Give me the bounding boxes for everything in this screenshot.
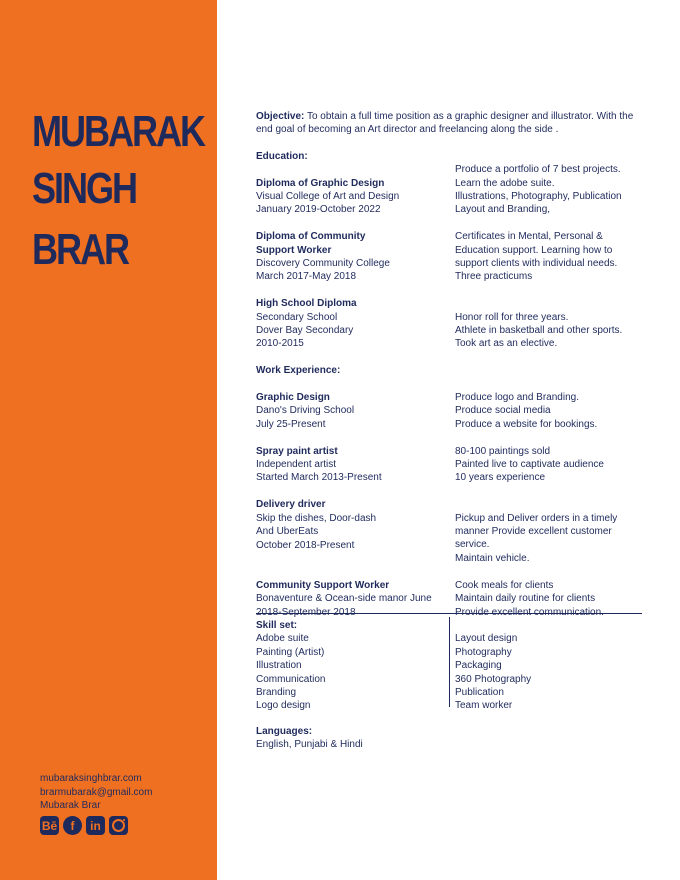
education-title: Diploma of Community bbox=[256, 231, 366, 243]
website-link[interactable]: mubaraksinghbrar.com bbox=[40, 773, 142, 784]
instagram-icon[interactable] bbox=[109, 816, 128, 835]
skill-item: Illustration bbox=[256, 660, 302, 672]
education-item bbox=[256, 163, 641, 217]
education-detail: Education support. Learning how to bbox=[455, 244, 613, 256]
education-detail: Three practicums bbox=[455, 271, 533, 283]
education-detail: Illustrations, Photography, Publication bbox=[455, 191, 622, 203]
contact-block bbox=[40, 772, 152, 813]
work-heading: Work Experience: bbox=[256, 365, 341, 377]
education-detail: Honor roll for three years. bbox=[455, 311, 569, 323]
education-item bbox=[256, 230, 641, 284]
work-detail: 10 years experience bbox=[455, 472, 546, 484]
education-item bbox=[256, 297, 641, 351]
name-line-first: MUBARAK bbox=[32, 107, 205, 156]
work-detail: 80-100 paintings sold bbox=[455, 445, 551, 457]
skill-item: 360 Photography bbox=[455, 673, 532, 685]
work-detail: Produce a website for bookings. bbox=[455, 418, 598, 430]
work-detail: Maintain vehicle. bbox=[455, 552, 530, 564]
education-detail: Athlete in basketball and other sports. bbox=[455, 325, 623, 337]
objective-label: Objective: bbox=[256, 111, 305, 122]
education-detail: Produce a portfolio of 7 best projects. bbox=[455, 164, 621, 176]
education-line: Discovery Community College bbox=[256, 258, 390, 270]
work-item bbox=[256, 391, 641, 431]
section-divider bbox=[256, 613, 642, 614]
education-title: Diploma of Graphic Design bbox=[256, 177, 385, 189]
work-item bbox=[256, 498, 641, 565]
work-line: Bonaventure & Ocean-side manor June bbox=[256, 593, 432, 605]
objective bbox=[256, 110, 641, 137]
sidebar-panel bbox=[0, 0, 217, 880]
work-detail: Produce logo and Branding. bbox=[455, 392, 579, 404]
work-line: Started March 2013-Present bbox=[256, 472, 382, 484]
work-detail: Pickup and Deliver orders in a timely bbox=[455, 512, 618, 524]
skill-item: Logo design bbox=[256, 700, 311, 712]
education-detail: Learn the adobe suite. bbox=[455, 177, 555, 189]
education-detail: Layout and Branding, bbox=[455, 204, 551, 216]
languages-heading: Languages: bbox=[256, 726, 313, 737]
work-line: July 25-Present bbox=[256, 418, 326, 430]
social-icons bbox=[40, 816, 128, 835]
education-line: March 2017-May 2018 bbox=[256, 271, 357, 283]
linkedin-icon[interactable]: in bbox=[86, 816, 105, 835]
skill-item: Photography bbox=[455, 646, 512, 658]
name-line-middle: SINGH bbox=[32, 164, 137, 213]
display-name: Mubarak Brar bbox=[40, 800, 101, 811]
skill-item: Adobe suite bbox=[256, 633, 309, 645]
name-line-last: BRAR bbox=[32, 225, 129, 274]
work-line: October 2018-Present bbox=[256, 539, 355, 551]
work-title: Spray paint artist bbox=[256, 445, 338, 457]
languages-text: English, Punjabi & Hindi bbox=[256, 739, 363, 751]
skills-heading: Skill set: bbox=[256, 620, 298, 631]
skills-section bbox=[256, 619, 641, 713]
education-detail: Took art as an elective. bbox=[455, 338, 558, 350]
work-line: Dano's Driving School bbox=[256, 405, 355, 417]
work-detail: Maintain daily routine for clients bbox=[455, 593, 596, 605]
work-detail: Cook meals for clients bbox=[455, 579, 554, 591]
work-detail: Produce social media bbox=[455, 405, 551, 417]
education-line: Dover Bay Secondary bbox=[256, 325, 354, 337]
skill-item: Team worker bbox=[455, 700, 513, 712]
education-title: High School Diploma bbox=[256, 298, 357, 310]
education-line: Secondary School bbox=[256, 311, 338, 323]
work-title: Community Support Worker bbox=[256, 579, 390, 591]
behance-icon[interactable]: Bē bbox=[40, 816, 59, 835]
education-line: Visual College of Art and Design bbox=[256, 191, 400, 203]
work-line: Independent artist bbox=[256, 459, 337, 471]
skill-item: Painting (Artist) bbox=[256, 646, 325, 658]
languages-section bbox=[256, 725, 363, 752]
objective-text: To obtain a full time position as a graphic designer and illustrator. With the end goal of becoming an Art director and freelancing along the side . bbox=[256, 111, 634, 136]
work-line: 2018-September 2018 bbox=[256, 606, 356, 618]
education-detail: support clients with individual needs. bbox=[455, 258, 618, 270]
work-title: Delivery driver bbox=[256, 499, 326, 511]
skill-item: Branding bbox=[256, 687, 297, 699]
work-item bbox=[256, 445, 641, 485]
facebook-icon[interactable]: f bbox=[63, 816, 82, 835]
work-line: And UberEats bbox=[256, 526, 319, 538]
education-line: January 2019-October 2022 bbox=[256, 204, 381, 216]
skill-item: Communication bbox=[256, 673, 326, 685]
education-line: 2010-2015 bbox=[256, 338, 304, 350]
education-detail: Certificates in Mental, Personal & bbox=[455, 231, 603, 243]
resume-main bbox=[256, 110, 641, 619]
email-link[interactable]: brarmubarak@gmail.com bbox=[40, 786, 153, 798]
work-detail: Painted live to captivate audience bbox=[455, 459, 604, 471]
skill-item: Publication bbox=[455, 687, 504, 699]
skill-item: Layout design bbox=[455, 633, 518, 645]
work-title: Graphic Design bbox=[256, 392, 330, 404]
work-detail: manner Provide excellent customer service. bbox=[455, 526, 612, 551]
skill-item: Packaging bbox=[455, 660, 502, 672]
work-detail: Provide excellent communication. bbox=[455, 606, 604, 618]
work-line: Skip the dishes, Door-dash bbox=[256, 512, 377, 524]
education-title: Support Worker bbox=[256, 244, 332, 256]
education-heading: Education: bbox=[256, 150, 308, 162]
